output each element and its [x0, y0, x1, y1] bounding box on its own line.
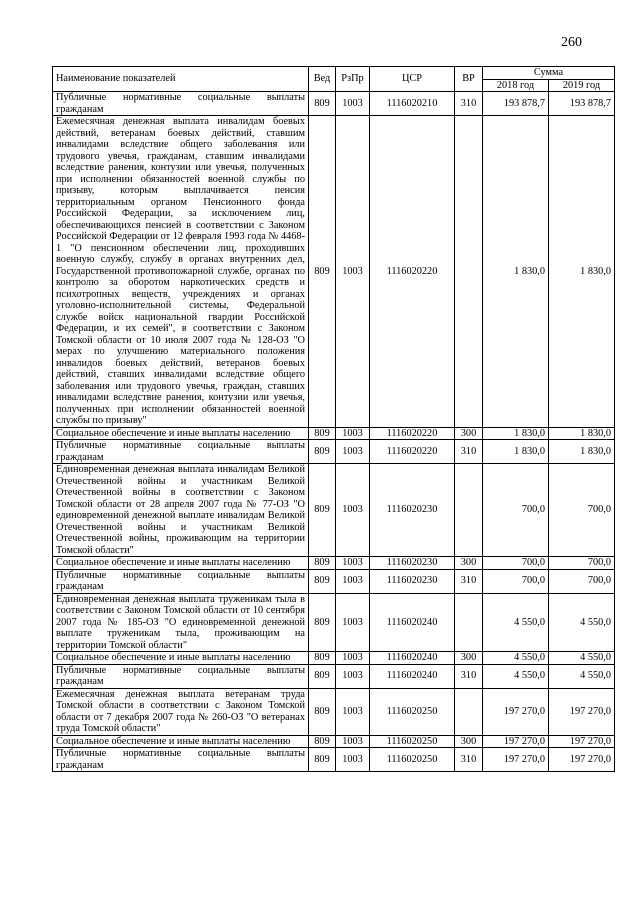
row-vr: 310	[455, 569, 483, 593]
row-csr: 1116020250	[370, 735, 455, 748]
row-vr: 300	[455, 557, 483, 570]
row-name: Социальное обеспечение и иные выплаты населению	[53, 427, 309, 440]
row-name: Социальное обеспечение и иные выплаты населению	[53, 652, 309, 665]
row-ved: 809	[309, 748, 336, 772]
row-vr	[455, 464, 483, 557]
row-name: Социальное обеспечение и иные выплаты населению	[53, 735, 309, 748]
row-sum-2018: 1 830,0	[483, 427, 549, 440]
page-number: 260	[561, 35, 582, 50]
row-csr: 1116020230	[370, 557, 455, 570]
row-sum-2018: 4 550,0	[483, 593, 549, 652]
table-row	[53, 557, 615, 570]
table-row	[53, 92, 615, 116]
header-year-2018: 2018 год	[483, 79, 549, 92]
row-name: Социальное обеспечение и иные выплаты населению	[53, 557, 309, 570]
row-sum-2018: 700,0	[483, 569, 549, 593]
row-sum-2019: 4 550,0	[549, 593, 615, 652]
row-name: Публичные нормативные социальные выплаты гражданам	[53, 664, 309, 688]
header-vr: ВР	[455, 67, 483, 92]
row-csr: 1116020240	[370, 664, 455, 688]
row-csr: 1116020220	[370, 440, 455, 464]
header-ved: Вед	[309, 67, 336, 92]
row-sum-2018: 700,0	[483, 557, 549, 570]
row-csr: 1116020210	[370, 92, 455, 116]
row-sum-2018: 197 270,0	[483, 688, 549, 735]
row-ved: 809	[309, 569, 336, 593]
table-row	[53, 735, 615, 748]
table-row	[53, 748, 615, 772]
row-csr: 1116020250	[370, 688, 455, 735]
row-sum-2018: 4 550,0	[483, 664, 549, 688]
row-vr	[455, 688, 483, 735]
row-ved: 809	[309, 688, 336, 735]
row-csr: 1116020230	[370, 464, 455, 557]
header-rzpr: РзПр	[336, 67, 370, 92]
row-rzpr: 1003	[336, 92, 370, 116]
row-sum-2019: 700,0	[549, 569, 615, 593]
row-name: Публичные нормативные социальные выплаты гражданам	[53, 569, 309, 593]
row-sum-2019: 4 550,0	[549, 652, 615, 665]
row-ved: 809	[309, 116, 336, 428]
row-ved: 809	[309, 464, 336, 557]
table-row	[53, 440, 615, 464]
table-row	[53, 569, 615, 593]
row-sum-2018: 193 878,7	[483, 92, 549, 116]
row-vr: 300	[455, 652, 483, 665]
row-sum-2019: 197 270,0	[549, 748, 615, 772]
row-csr: 1116020220	[370, 427, 455, 440]
row-vr: 300	[455, 735, 483, 748]
table-row	[53, 652, 615, 665]
row-rzpr: 1003	[336, 427, 370, 440]
row-vr: 310	[455, 440, 483, 464]
row-name: Публичные нормативные социальные выплаты гражданам	[53, 748, 309, 772]
row-rzpr: 1003	[336, 593, 370, 652]
row-rzpr: 1003	[336, 652, 370, 665]
row-rzpr: 1003	[336, 569, 370, 593]
row-ved: 809	[309, 664, 336, 688]
table-row	[53, 688, 615, 735]
row-ved: 809	[309, 593, 336, 652]
row-rzpr: 1003	[336, 440, 370, 464]
row-name: Единовременная денежная выплата инвалидам Великой Отечественной войны и участникам Великой Отечественной войны в соответствии с Законом Томской области от 28 апреля 2007 года № 77-ОЗ "О единовременной денежной выплате инвалидам Великой Отечественной войны и участникам Великой Отечественной войны, проживающим на территории Томской области"	[53, 464, 309, 557]
row-ved: 809	[309, 440, 336, 464]
row-sum-2019: 1 830,0	[549, 440, 615, 464]
header-year-2019: 2019 год	[549, 79, 615, 92]
row-csr: 1116020230	[370, 569, 455, 593]
header-sum: Сумма	[483, 67, 615, 80]
row-name: Единовременная денежная выплата труженикам тыла в соответствии с Законом Томской области от 10 сентября 2007 года № 185-ОЗ "О единовременной денежной выплате труженикам тыла, проживающим на территории Томской области"	[53, 593, 309, 652]
row-vr: 300	[455, 427, 483, 440]
row-sum-2019: 1 830,0	[549, 427, 615, 440]
row-rzpr: 1003	[336, 688, 370, 735]
row-rzpr: 1003	[336, 557, 370, 570]
row-rzpr: 1003	[336, 116, 370, 428]
row-ved: 809	[309, 652, 336, 665]
header-csr: ЦСР	[370, 67, 455, 92]
row-csr: 1116020220	[370, 116, 455, 428]
row-vr: 310	[455, 748, 483, 772]
row-rzpr: 1003	[336, 464, 370, 557]
row-name: Публичные нормативные социальные выплаты гражданам	[53, 92, 309, 116]
row-name: Ежемесячная денежная выплата ветеранам труда Томской области в соответствии с Законом Томской области от 7 декабря 2007 года № 260-ОЗ "О ветеранах труда Томской области"	[53, 688, 309, 735]
row-name: Ежемесячная денежная выплата инвалидам боевых действий, ветеранам боевых действий, ставшим инвалидами вследствие общего заболевания или трудового увечья, гражданам, ставшим инвалидами вследствие ранения, контузии или увечья, полученных при исполнении обязанностей военной службы по призыву, которым выплачивается пенсия территориальным органом Пенсионного фонда Российской Федерации, за исключением лиц, обеспечивающихся пенсией в соответствии с Законом Российской Федерации от 12 февраля 1993 года № 4468-1 "О пенсионном обеспечении лиц, проходивших военную службу, службу в органах внутренних дел, Государственной противопожарной службе, органах по контролю за оборотом наркотических средств и психотропных веществ, учреждениях и органах уголовно-исполнительной системы, Федеральной службе войск национальной гвардии Российской Федерации, и их семей", в соответствии с Законом Томской области от 10 июля 2007 года № 128-ОЗ "О мерах по улучшению материального положения инвалидов боевых действий, ветеранов боевых действий, ставших инвалидами вследствие общего заболевания или трудового увечья, граждан, ставших инвалидами вследствие ранения, контузии или увечья, полученных при исполнении обязанностей военной службы по призыву"	[53, 116, 309, 428]
row-sum-2019: 700,0	[549, 464, 615, 557]
row-sum-2018: 197 270,0	[483, 735, 549, 748]
row-sum-2019: 193 878,7	[549, 92, 615, 116]
row-ved: 809	[309, 557, 336, 570]
row-ved: 809	[309, 735, 336, 748]
row-sum-2018: 4 550,0	[483, 652, 549, 665]
table-row	[53, 427, 615, 440]
row-sum-2019: 4 550,0	[549, 664, 615, 688]
row-ved: 809	[309, 427, 336, 440]
row-sum-2019: 197 270,0	[549, 735, 615, 748]
row-vr: 310	[455, 664, 483, 688]
row-ved: 809	[309, 92, 336, 116]
row-csr: 1116020250	[370, 748, 455, 772]
row-sum-2018: 197 270,0	[483, 748, 549, 772]
row-sum-2019: 700,0	[549, 557, 615, 570]
table-row	[53, 464, 615, 557]
row-rzpr: 1003	[336, 664, 370, 688]
row-csr: 1116020240	[370, 593, 455, 652]
row-sum-2019: 1 830,0	[549, 116, 615, 428]
row-sum-2018: 700,0	[483, 464, 549, 557]
table-row	[53, 664, 615, 688]
row-name: Публичные нормативные социальные выплаты гражданам	[53, 440, 309, 464]
row-sum-2018: 1 830,0	[483, 440, 549, 464]
row-vr: 310	[455, 92, 483, 116]
row-csr: 1116020240	[370, 652, 455, 665]
header-name: Наименование показателей	[53, 67, 309, 92]
table-row	[53, 593, 615, 652]
budget-table	[52, 66, 615, 772]
row-sum-2018: 1 830,0	[483, 116, 549, 428]
table-row	[53, 116, 615, 428]
row-vr	[455, 116, 483, 428]
row-rzpr: 1003	[336, 748, 370, 772]
row-sum-2019: 197 270,0	[549, 688, 615, 735]
row-vr	[455, 593, 483, 652]
row-rzpr: 1003	[336, 735, 370, 748]
